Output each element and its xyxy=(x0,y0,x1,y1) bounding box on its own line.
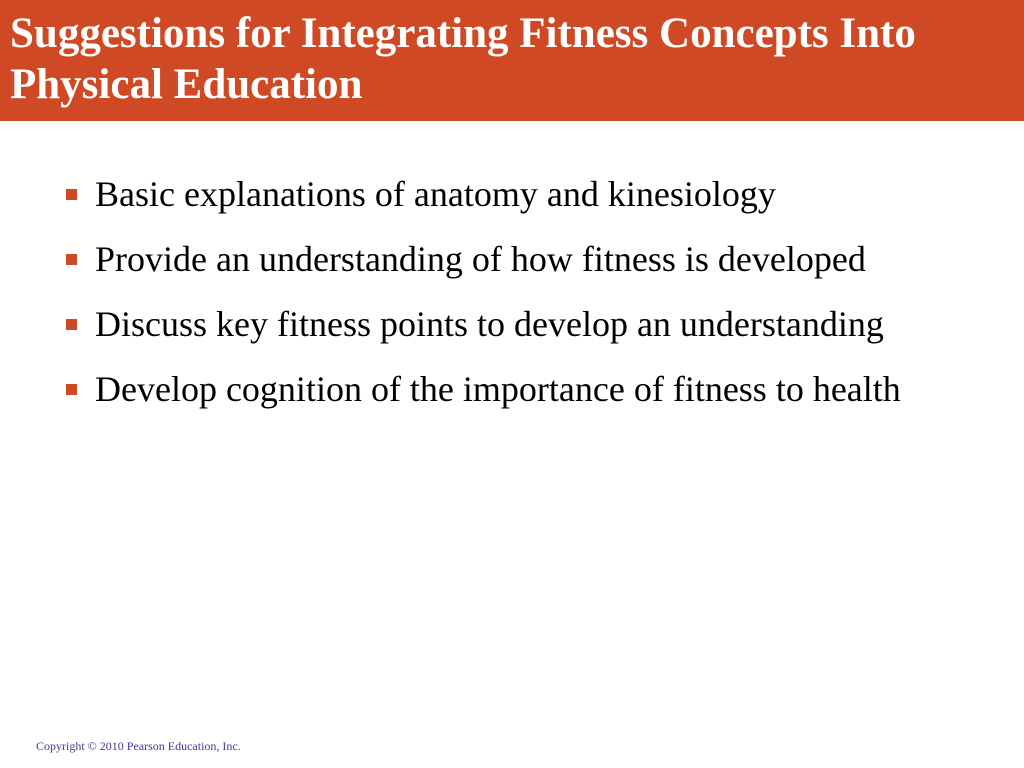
bullet-text: Provide an understanding of how fitness is developed xyxy=(95,239,866,279)
bullet-list xyxy=(64,172,964,432)
bullet-text: Develop cognition of the importance of fitness to health xyxy=(95,369,901,409)
square-bullet-icon xyxy=(66,189,77,200)
bullet-item xyxy=(64,237,964,282)
title-bar xyxy=(0,0,1024,121)
copyright-footer: Copyright © 2010 Pearson Education, Inc. xyxy=(36,739,241,753)
square-bullet-icon xyxy=(66,384,77,395)
bullet-text: Basic explanations of anatomy and kinesiology xyxy=(95,174,776,214)
square-bullet-icon xyxy=(66,254,77,265)
slide-title: Suggestions for Integrating Fitness Concepts Into Physical Education xyxy=(10,10,916,108)
square-bullet-icon xyxy=(66,319,77,330)
bullet-item xyxy=(64,172,964,217)
bullet-item xyxy=(64,302,964,347)
bullet-item xyxy=(64,367,964,412)
bullet-text: Discuss key fitness points to develop an understanding xyxy=(95,304,884,344)
